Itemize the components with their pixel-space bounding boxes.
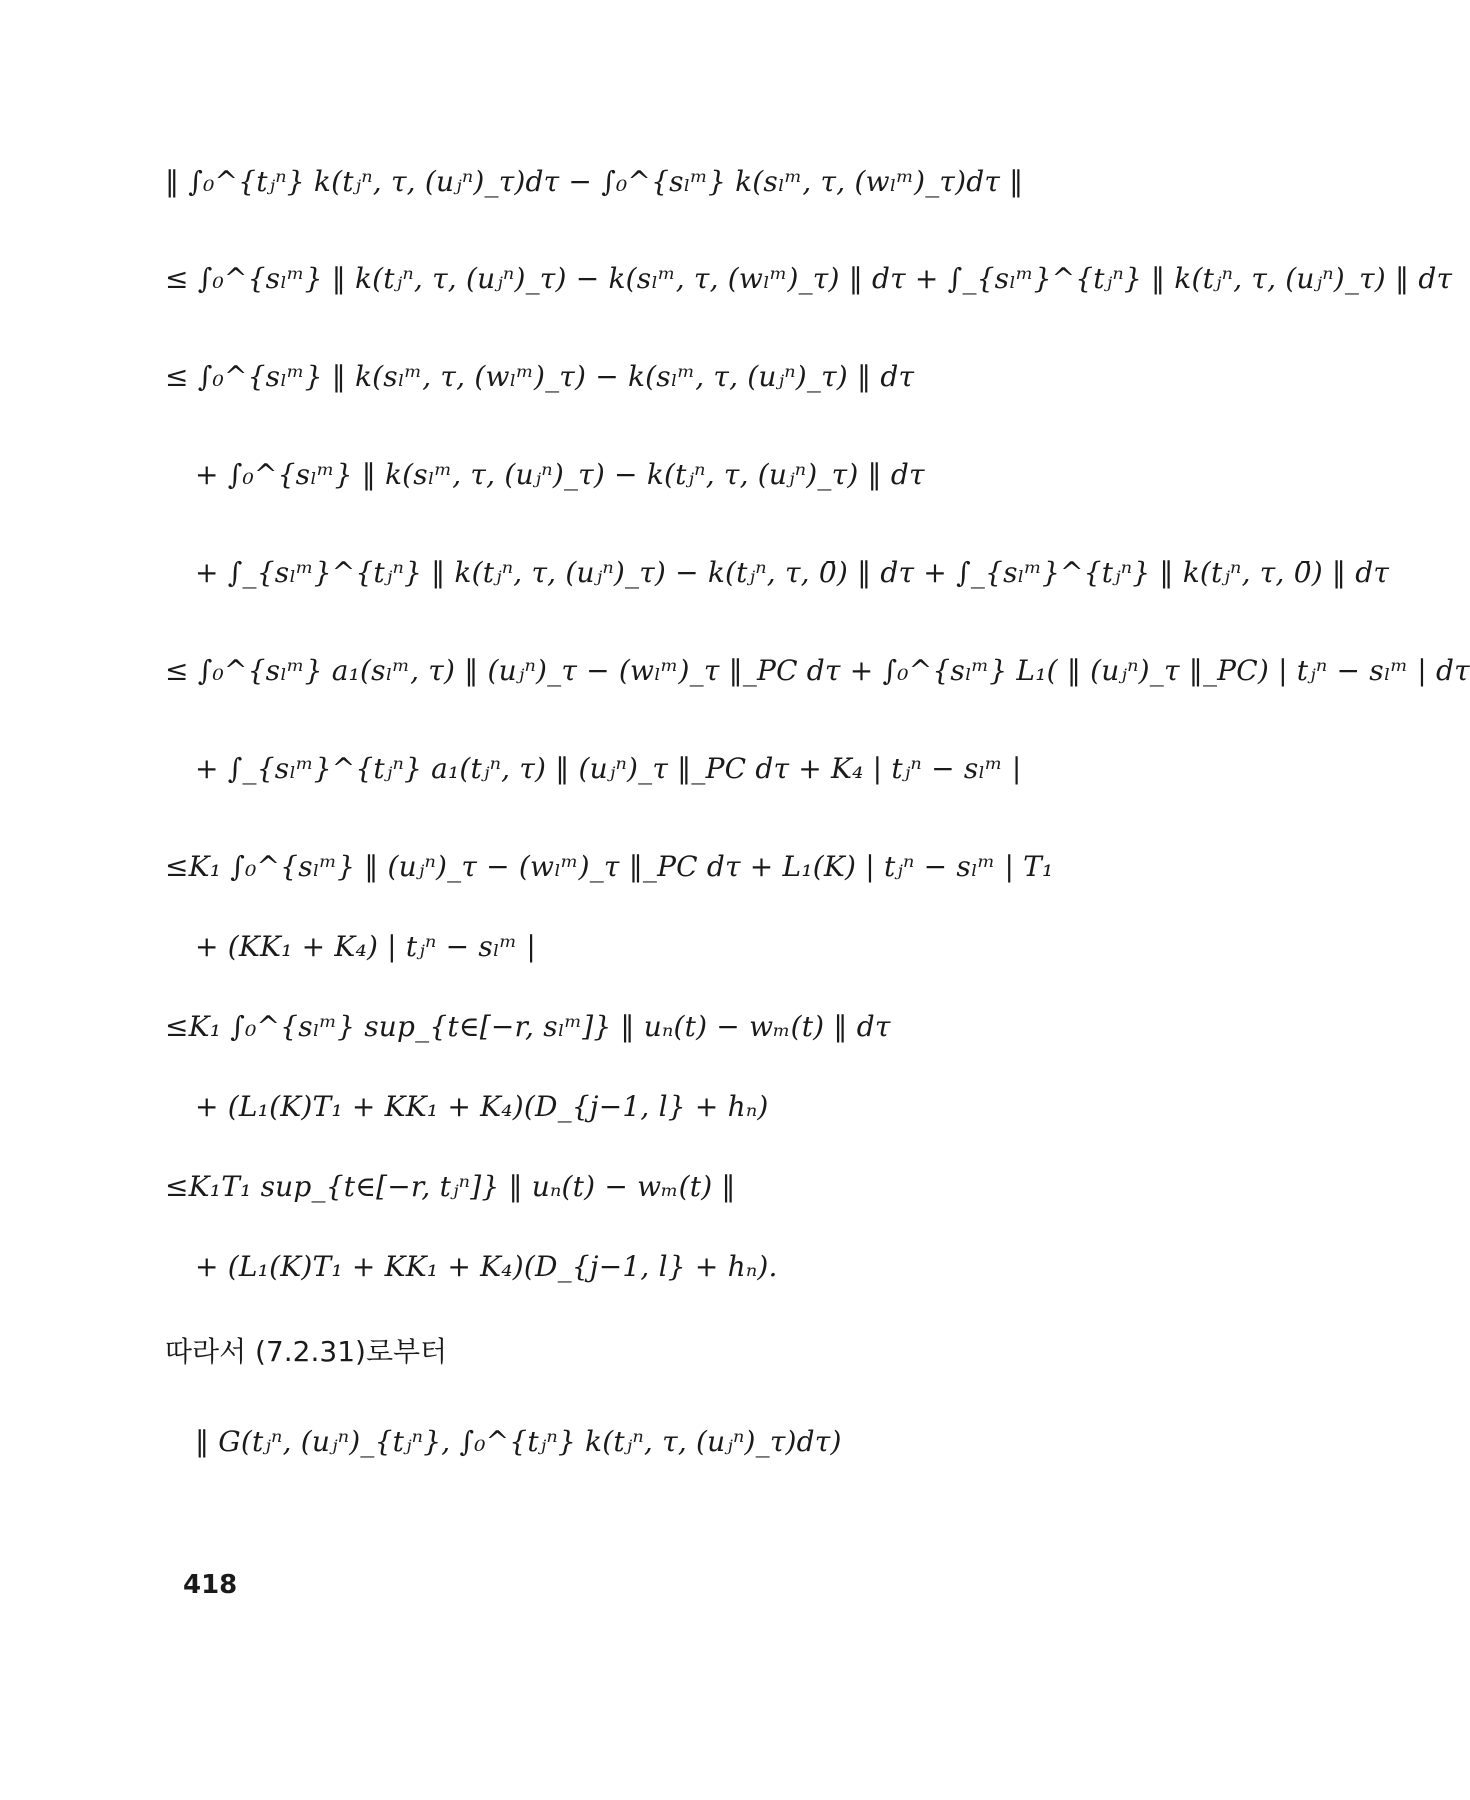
page-number: 418 <box>183 1570 238 1600</box>
equation-line-4: + ∫₀^{sₗᵐ} ‖ k(sₗᵐ, τ, (uⱼⁿ)_τ) − k(tⱼⁿ, τ, (uⱼⁿ)_τ) ‖ dτ <box>195 458 925 491</box>
equation-line-5: + ∫_{sₗᵐ}^{tⱼⁿ} ‖ k(tⱼⁿ, τ, (uⱼⁿ)_τ) − k(tⱼⁿ, τ, 0̄) ‖ dτ + ∫_{sₗᵐ}^{tⱼⁿ} ‖ k(tⱼⁿ, τ, 0̄) ‖ dτ <box>195 556 1390 589</box>
equation-line-12: ≤K₁T₁ sup_{t∈[−r, tⱼⁿ]} ‖ uₙ(t) − wₘ(t) ‖ <box>165 1170 736 1203</box>
equation-line-1: ‖ ∫₀^{tⱼⁿ} k(tⱼⁿ, τ, (uⱼⁿ)_τ)dτ − ∫₀^{sₗᵐ} k(sₗᵐ, τ, (wₗᵐ)_τ)dτ ‖ <box>165 165 1024 198</box>
equation-line-13: + (L₁(K)T₁ + KK₁ + K₄)(D_{j−1, l} + hₙ). <box>195 1250 778 1283</box>
equation-line-7: + ∫_{sₗᵐ}^{tⱼⁿ} a₁(tⱼⁿ, τ) ‖ (uⱼⁿ)_τ ‖_PC dτ + K₄ | tⱼⁿ − sₗᵐ | <box>195 752 1022 785</box>
caption-text: 따라서 (7.2.31)로부터 <box>165 1335 448 1368</box>
equation-line-3: ≤ ∫₀^{sₗᵐ} ‖ k(sₗᵐ, τ, (wₗᵐ)_τ) − k(sₗᵐ, τ, (uⱼⁿ)_τ) ‖ dτ <box>165 360 915 393</box>
equation-line-6: ≤ ∫₀^{sₗᵐ} a₁(sₗᵐ, τ) ‖ (uⱼⁿ)_τ − (wₗᵐ)_τ ‖_PC dτ + ∫₀^{sₗᵐ} L₁( ‖ (uⱼⁿ)_τ ‖_PC) | tⱼⁿ − sₗᵐ | dτ <box>165 654 1470 687</box>
equation-line-2: ≤ ∫₀^{sₗᵐ} ‖ k(tⱼⁿ, τ, (uⱼⁿ)_τ) − k(sₗᵐ, τ, (wₗᵐ)_τ) ‖ dτ + ∫_{sₗᵐ}^{tⱼⁿ} ‖ k(tⱼⁿ, τ, (uⱼⁿ)_τ) ‖ dτ <box>165 262 1453 295</box>
equation-line-9: + (KK₁ + K₄) | tⱼⁿ − sₗᵐ | <box>195 930 537 963</box>
equation-line-11: + (L₁(K)T₁ + KK₁ + K₄)(D_{j−1, l} + hₙ) <box>195 1090 769 1123</box>
equation-line-14: ‖ G(tⱼⁿ, (uⱼⁿ)_{tⱼⁿ}, ∫₀^{tⱼⁿ} k(tⱼⁿ, τ, (uⱼⁿ)_τ)dτ) <box>195 1425 842 1458</box>
equation-line-10: ≤K₁ ∫₀^{sₗᵐ} sup_{t∈[−r, sₗᵐ]} ‖ uₙ(t) − wₘ(t) ‖ dτ <box>165 1010 891 1043</box>
equation-line-8: ≤K₁ ∫₀^{sₗᵐ} ‖ (uⱼⁿ)_τ − (wₗᵐ)_τ ‖_PC dτ + L₁(K) | tⱼⁿ − sₗᵐ | T₁ <box>165 850 1054 883</box>
